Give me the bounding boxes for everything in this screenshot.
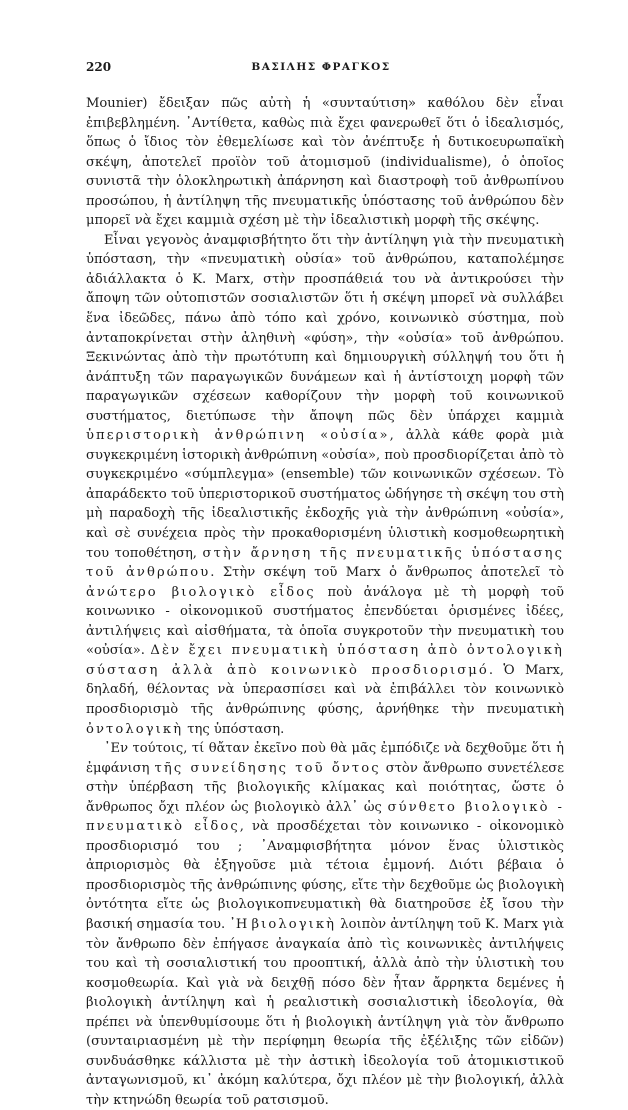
page-number: 220 bbox=[86, 60, 112, 74]
spaced-emphasis: τῆς συνείδησης τοῦ ὄντος bbox=[154, 760, 381, 776]
paragraph-3 bbox=[86, 739, 564, 1110]
spaced-emphasis: ὑπεριστορικὴ ἀνθρώπινη «οὐσία» bbox=[86, 428, 390, 444]
spaced-emphasis: στὴν ἄρνηση τῆς πνευματικῆς ὑπόστασης τοῦ ἀνθρώπου bbox=[86, 545, 564, 581]
running-title: ΒΑΣΙΛΗΣ ΦΡΑΓΚΟΣ bbox=[251, 61, 391, 73]
body-text bbox=[86, 94, 564, 1110]
text-segment: . Ὁ Marx, δηλαδή, θέλοντας νὰ ὑπερασπίσει καὶ νὰ ἐπιβάλλει τὸν κοινωνικὸ προσδιορισμὸ τῆς ἀνθρώπινης φύσης, ἀρνήθηκε τὴν πνευματικὴ bbox=[86, 662, 564, 717]
paragraph-1 bbox=[86, 94, 564, 231]
text-segment: , νὰ προσδέχεται τὸν κοινωνικο - οἰκονομικὸ προσδιορισμό του ; ᾽Αναμφισβήτητα μόνον ἕνας ὑλιστικὸς ἀπριορισμὸς θὰ ἐξηγοῦσε μιὰ τέτοια ἐμμονή. Διότι βέβαια ὁ προσδιορισμὸς τῆς ἀνθρώπινης φύσης, εἴτε τὴν δεχθοῦμε ὡς βιολογικὴ ὀντότητα εἴτε ὡς βιολογικοπνευματικὴ θὰ διατηροῦσε ἐξ ἴσου τὴν βασική σημασία του. ᾽Η bbox=[86, 819, 565, 932]
spaced-emphasis: βιολογικὴ bbox=[251, 916, 337, 932]
text-segment: . Στὴν σκέψη τοῦ Marx ὁ ἄνθρωπος ἀποτελεῖ τὸ bbox=[210, 565, 564, 581]
spaced-emphasis: ἀνώτερο βιολογικὸ εἶδος bbox=[86, 584, 316, 600]
text-segment: ποὺ ἀνάλογα μὲ τὴ μορφὴ τοῦ κοινωνικο - οἰκονομικοῦ συστήματος ἐπενδύεται ὁρισμένες ἰδέες, ἀντιλήψεις καὶ αἰσθήματα, τὰ ὁποῖα συγκροτοῦν τὴν πνευματικὴ του «οὐσία». bbox=[86, 584, 564, 659]
spaced-emphasis: Δὲν ἔχει πνευματικὴ ὑπόσταση ἀπὸ ὀντολογικὴ σύσταση ἀλλὰ ἀπὸ κοινωνικὸ προσδιορισμό bbox=[86, 643, 564, 678]
text-segment: στὸν ἄνθρωπο συνετέλεσε στὴν ὑπέρβαση τῆς βιολογικῆς κλίμακας καὶ ποιότητας, ὥστε ὁ ἄνθρωπος ὄχι πλέον ὡς βιολογικὸ ἀλλ᾽ ὡς bbox=[86, 760, 564, 815]
page-header bbox=[86, 60, 556, 80]
paragraph-2 bbox=[86, 231, 564, 739]
text-segment: ᾽Εν τούτοις, τί θἄταν ἐκεῖνο ποὺ θὰ μᾶς ἐμπόδιζε νὰ δεχθοῦμε ὅτι ἡ ἐμφάνιση bbox=[86, 741, 564, 776]
spaced-emphasis: σύνθετο βιολογικὸ - πνευματικὸ εἶδος bbox=[86, 799, 564, 835]
text-segment: , ἀλλὰ κάθε φορὰ μιὰ συγκεκριμένη ἱστορικὴ ἀνθρώπινη «οὐσία», ποὺ προσδιορίζεται ἀπὸ τὸ συγκεκριμένο «σύμπλεγμα» (ensemble) τῶν κοινωνικῶν σχέσεων. Τὸ ἀπαράδεκτο τοῦ ὑπεριστορικοῦ συστήματος ὡδήγησε τὴ σκέψη του στὴ μὴ παραδοχὴ τῆς ἰδεαλιστικῆς ἐκδοχῆς γιὰ τὴν ἀνθρώπινη «οὐσία», καὶ σὲ συνέχεια πρὸς τὴν προκαθορισμένη ὑλιστικὴ κοσμοθεωρητικὴ του τοποθέτηση, bbox=[86, 428, 564, 561]
spaced-emphasis: ὀντολογικὴ bbox=[86, 721, 184, 737]
text-segment: της ὑπόσταση. bbox=[183, 721, 285, 737]
text-segment: Εἶναι γεγονὸς ἀναμφισβήτητο ὅτι τὴν ἀντίληψη γιὰ τὴν πνευματικὴ ὑπόσταση, τὴν «πνευματικὴ οὐσία» τοῦ ἀνθρώπου, καταπολέμησε ἀδιάλλακτα ὁ Κ. Marx, στὴν προσπάθειά του νὰ ἀντικρούσει τὴν ἄποψη τῶν οὐτοπιστῶν σοσιαλιστῶν ὅτι ἡ σκέψη μπορεῖ νὰ συλλάβει ἕνα ἰδεῶδες, πάνω ἀπὸ τόπο καὶ χρόνο, κοινωνικὸ σύστημα, ποὺ ἀνταποκρίνεται στὴν ἀληθινὴ «φύση», τὴν «οὐσία» τοῦ ἀνθρώπου. Ξεκινώντας ἀπὸ τὴν πρωτότυπη καὶ δημιουργικὴ σύλληψή του ὅτι ἡ ἀνάπτυξη τῶν παραγωγικῶν δυνάμεων καὶ ἡ ἀντίστοιχη μορφὴ τῶν παραγωγικῶν σχέσεων καθορίζουν τὴν μορφὴ τοῦ κοινωνικοῦ συστήματος, διετύπωσε τὴν ἄποψη πῶς δὲν ὑπάρχει καμμιὰ bbox=[86, 232, 564, 424]
text-segment: Mounier) ἔδειξαν πῶς αὐτὴ ἡ «συνταύτιση» καθόλου δὲν εἶναι ἐπιβεβλημένη. ᾽Αντίθετα, καθὼς πιὰ ἔχει φανερωθεῖ ὅτι ὁ ἰδεαλισμός, ὅπως ὁ ἴδιος τὸν ἐθεμελίωσε καὶ τὸν ἀνέπτυξε ἡ δυτικοευρωπαϊκὴ σκέψη, ἀποτελεῖ προϊὸν τοῦ ἀτομισμοῦ (individualisme), ὁ ὁποῖος συνιστᾶ τὴν ὁλοκληρωτικὴ ἀπάρνηση καὶ διαστροφὴ τοῦ ἀνθρωπίνου προσώπου, ἡ ἀντίληψη τῆς πνευματικῆς ὑπόστασης τοῦ ἀνθρώπου δὲν μπορεῖ νὰ ἔχει καμμιὰ σχέση μὲ τὴν ἰδεαλιστικὴ μορφὴ τῆς σκέψης. bbox=[86, 96, 564, 229]
text-segment: λοιπὸν ἀντίληψη τοῦ Κ. Marx γιὰ τὸν ἄνθρωπο δὲν ἐπήγασε ἀναγκαία ἀπὸ τὶς κοινωνικὲς ἀντιλήψεις του καὶ τὴ σοσιαλιστική του προοπτική, ἀλλὰ ἀπὸ τὴν ὑλιστικὴ του κοσμοθεωρία. Καὶ γιὰ νὰ δειχθῇ πόσο δὲν ἦταν ἄρρηκτα δεμένες ἡ βιολογικὴ ἀντίληψη καὶ ἡ ρεαλιστικὴ σοσιαλιστικὴ ἰδεολογία, θὰ πρέπει νὰ ὑπενθυμίσουμε ὅτι ἡ βιολογικὴ ἀντίληψη γιὰ τὸν ἄνθρωπο (συνταιριασμένη μὲ τὴν περίφημη θεωρία τῆς ἐξέλιξης τῶν εἰδῶν) συνδυάσθηκε κάλλιστα μὲ τὴν ἀστικὴ ἰδεολογία τοῦ ἀτομικιστικοῦ ἀνταγωνισμοῦ, κι᾽ ἀκόμη καλύτερα, ὄχι πλέον μὲ τὴν βιολογική, ἀλλὰ τὴν κτηνώδη θεωρία τοῦ ρατσισμοῦ. bbox=[86, 916, 564, 1108]
